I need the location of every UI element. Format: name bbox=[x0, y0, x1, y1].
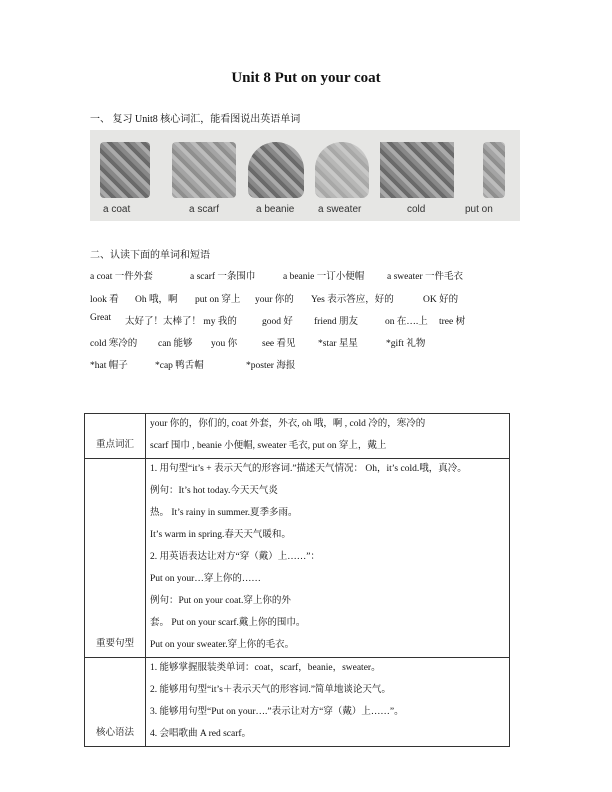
row-label: 核心语法 bbox=[85, 658, 146, 747]
content-line: 套。 Put on your scarf.戴上你的围巾。 bbox=[150, 618, 306, 628]
vocab-item: *poster 海报 bbox=[246, 361, 296, 371]
table-row bbox=[85, 414, 510, 459]
vocab-item: tree 树 bbox=[439, 317, 466, 327]
sweater-image bbox=[315, 142, 369, 198]
coat-image bbox=[100, 142, 150, 198]
content-line: 4. 会唱歌曲 A red scarf。 bbox=[150, 729, 252, 739]
vocab-item: look 看 bbox=[90, 295, 119, 305]
vocab-item: OK 好的 bbox=[423, 295, 459, 305]
scarf-image bbox=[172, 142, 236, 198]
cold-scene-image bbox=[380, 142, 454, 198]
row-label: 重要句型 bbox=[85, 459, 146, 658]
content-line: 例句：Put on your coat.穿上你的外 bbox=[150, 596, 291, 606]
page-title: Unit 8 Put on your coat bbox=[231, 70, 381, 86]
vocab-item: Yes 表示答应，好的 bbox=[311, 295, 394, 305]
row-label: 重点词汇 bbox=[85, 414, 146, 459]
content-line: It’s warm in spring.春天天气暖和。 bbox=[150, 530, 291, 540]
vocab-item: *star 星星 bbox=[318, 339, 358, 349]
content-line: 热。 It’s rainy in summer.夏季多雨。 bbox=[150, 508, 298, 518]
vocab-item: you 你 bbox=[211, 339, 238, 349]
summary-table bbox=[84, 413, 510, 747]
row-content bbox=[146, 459, 510, 658]
picture-caption: a sweater bbox=[318, 204, 362, 215]
vocab-item: Oh 哦，啊 bbox=[135, 295, 178, 305]
row-content bbox=[146, 658, 510, 747]
vocab-item: Great bbox=[90, 313, 112, 323]
vocab-item: a coat 一件外套 bbox=[90, 272, 153, 282]
beanie-image bbox=[248, 142, 304, 198]
vocab-item: 太好了！太棒了！ my 我的 bbox=[125, 317, 237, 327]
content-line: your 你的，你们的, coat 外套，外衣, oh 哦，啊 , cold 冷的，寒冷的 bbox=[150, 419, 426, 429]
content-line: 1. 用句型“it’s + 表示天气的形容词.”描述天气情况： Oh，it’s cold.哦，真冷。 bbox=[150, 464, 467, 474]
vocab-item: see 看见 bbox=[262, 339, 296, 349]
vocab-item: *gift 礼物 bbox=[386, 339, 426, 349]
picture-caption: a beanie bbox=[256, 204, 295, 215]
content-line: 1. 能够掌握服装类单词：coat，scarf，beanie，sweater。 bbox=[150, 663, 381, 673]
vocab-item: a scarf 一条围巾 bbox=[190, 272, 256, 282]
content-line: 例句：It’s hot today.今天天气炎 bbox=[150, 486, 278, 496]
table-row bbox=[85, 459, 510, 658]
vocab-item: can 能够 bbox=[158, 339, 193, 349]
content-line: Put on your sweater.穿上你的毛衣。 bbox=[150, 640, 295, 650]
content-line: 2. 能够用句型“it’s＋表示天气的形容词.”简单地谈论天气。 bbox=[150, 685, 391, 695]
picture-caption: a scarf bbox=[189, 204, 220, 215]
section1-heading: 一、 复习 Unit8 核心词汇，能看图说出英语单词 bbox=[90, 114, 301, 125]
picture-caption: put on bbox=[465, 204, 493, 215]
vocab-item: a beanie 一订小便帽 bbox=[283, 272, 365, 282]
vocab-item: on 在….上 bbox=[385, 317, 428, 327]
vocabulary-picture-strip bbox=[90, 130, 520, 221]
section2-heading: 二、认读下面的单词和短语 bbox=[90, 250, 210, 261]
picture-caption: a coat bbox=[103, 204, 131, 215]
put-on-image bbox=[483, 142, 505, 198]
content-line: scarf 围巾 , beanie 小便帽, sweater 毛衣, put on 穿上，戴上 bbox=[150, 441, 387, 451]
vocab-item: put on 穿上 bbox=[195, 295, 241, 305]
picture-caption: cold bbox=[407, 204, 426, 215]
table-row bbox=[85, 658, 510, 747]
content-line: Put on your…穿上你的…… bbox=[150, 574, 261, 584]
content-line: 3. 能够用句型“Put on your….”表示让对方“穿（戴）上……”。 bbox=[150, 707, 404, 717]
row-content bbox=[146, 414, 510, 459]
vocab-item: friend 朋友 bbox=[314, 317, 359, 327]
content-line: 2. 用英语表达让对方“穿（戴）上……”： bbox=[150, 552, 320, 562]
vocab-item: cold 寒冷的 bbox=[90, 339, 138, 349]
vocab-item: *hat 帽子 bbox=[90, 361, 128, 371]
vocab-item: *cap 鸭舌帽 bbox=[155, 361, 204, 371]
vocab-item: your 你的 bbox=[255, 295, 294, 305]
vocab-item: a sweater 一件毛衣 bbox=[387, 272, 463, 282]
vocab-item: good 好 bbox=[262, 317, 293, 327]
